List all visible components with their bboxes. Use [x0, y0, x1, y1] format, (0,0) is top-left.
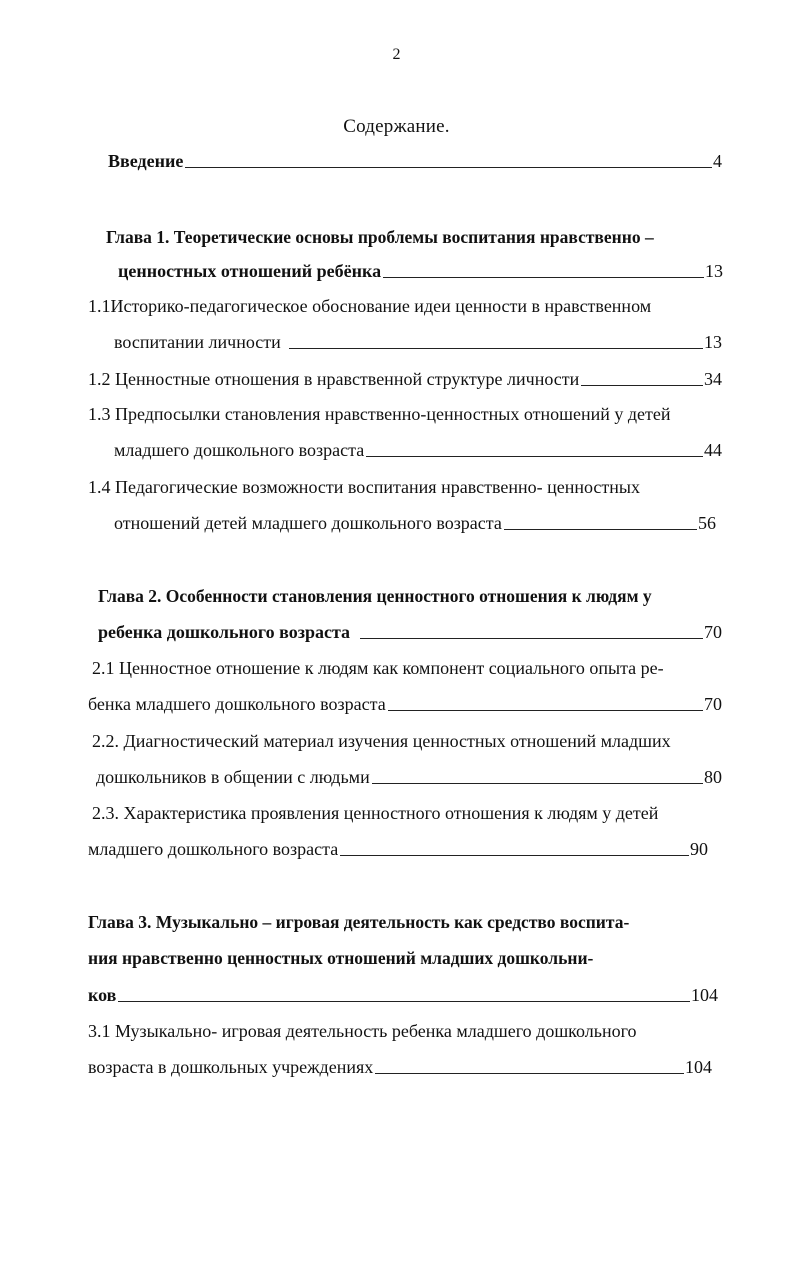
page-number: 2	[392, 46, 401, 63]
toc-chapter-2-line1: Глава 2. Особенности становления ценностного отношения к людям у	[98, 586, 652, 606]
toc-section-2-1	[88, 692, 722, 716]
toc-chapter-2	[98, 620, 722, 644]
toc-entry-label: младшего дошкольного возраста	[88, 839, 339, 859]
toc-entry-intro	[108, 149, 722, 173]
leader-line	[504, 529, 697, 530]
toc-entry-label: отношений детей младшего дошкольного возраста	[114, 513, 502, 533]
toc-entry-label: возраста в дошкольных учреждениях	[88, 1057, 374, 1077]
leader-line	[372, 783, 703, 784]
leader-line	[340, 855, 689, 856]
toc-entry-label: бенка младшего дошкольного возраста	[88, 694, 386, 714]
toc-chapter-1-line1: Глава 1. Теоретические основы проблемы воспитания нравственно –	[106, 227, 654, 247]
toc-page-number: 44	[704, 440, 722, 460]
toc-section-1-1-line1: 1.1Историко-педагогическое обоснование идеи ценности в нравственном	[88, 296, 652, 316]
toc-entry-label: младшего дошкольного возраста	[114, 440, 365, 460]
toc-page-number: 90	[690, 839, 708, 859]
toc-entry-label: ков	[88, 985, 117, 1005]
toc-entry-label: Введение	[108, 151, 184, 171]
toc-chapter-3	[88, 983, 718, 1007]
leader-line	[375, 1073, 684, 1074]
toc-title: Содержание.	[343, 116, 450, 137]
toc-page-number: 13	[705, 261, 723, 281]
toc-page-number: 104	[685, 1057, 712, 1077]
toc-page-number: 56	[698, 513, 716, 533]
toc-section-3-1-line1: 3.1 Музыкально- игровая деятельность ребенка младшего дошкольного	[88, 1021, 637, 1041]
toc-section-1-2	[88, 367, 722, 391]
toc-entry-label: 1.2 Ценностные отношения в нравственной структуре личности	[88, 369, 580, 389]
toc-section-1-3	[114, 438, 722, 462]
toc-chapter-3-line2: ния нравственно ценностных отношений младших дошкольни-	[88, 948, 594, 968]
toc-page-number: 34	[704, 369, 722, 389]
toc-page-number: 70	[704, 622, 722, 642]
leader-line	[581, 385, 703, 386]
toc-section-2-1-line1: 2.1 Ценностное отношение к людям как компонент социального опыта ре-	[92, 658, 664, 678]
leader-line	[185, 167, 712, 168]
toc-entry-label: ребенка дошкольного возраста	[98, 622, 351, 642]
toc-section-2-2-line1: 2.2. Диагностический материал изучения ценностных отношений младших	[92, 731, 671, 751]
toc-entry-label: дошкольников в общении с людьми	[96, 767, 370, 787]
toc-page-number: 80	[704, 767, 722, 787]
toc-page-number: 104	[691, 985, 718, 1005]
leader-line	[289, 348, 703, 349]
toc-page-number: 13	[704, 332, 722, 352]
toc-chapter-1	[118, 259, 723, 283]
toc-section-1-1	[114, 330, 722, 354]
toc-section-1-4	[114, 511, 716, 535]
toc-section-2-3	[88, 837, 708, 861]
toc-section-3-1	[88, 1055, 712, 1079]
leader-line	[383, 277, 704, 278]
toc-section-1-3-line1: 1.3 Предпосылки становления нравственно-ценностных отношений у детей	[88, 404, 671, 424]
leader-line	[388, 710, 703, 711]
toc-page-number: 4	[713, 151, 722, 171]
toc-entry-label: ценностных отношений ребёнка	[118, 261, 382, 281]
toc-entry-label: воспитании личности	[114, 332, 281, 352]
toc-section-2-3-line1: 2.3. Характеристика проявления ценностного отношения к людям у детей	[92, 803, 659, 823]
toc-section-2-2	[96, 765, 722, 789]
toc-chapter-3-line1: Глава 3. Музыкально – игровая деятельность как средство воспита-	[88, 912, 630, 932]
toc-section-1-4-line1: 1.4 Педагогические возможности воспитания нравственно- ценностных	[88, 477, 641, 497]
leader-line	[366, 456, 703, 457]
toc-page-number: 70	[704, 694, 722, 714]
leader-line	[360, 638, 703, 639]
leader-line	[118, 1001, 690, 1002]
